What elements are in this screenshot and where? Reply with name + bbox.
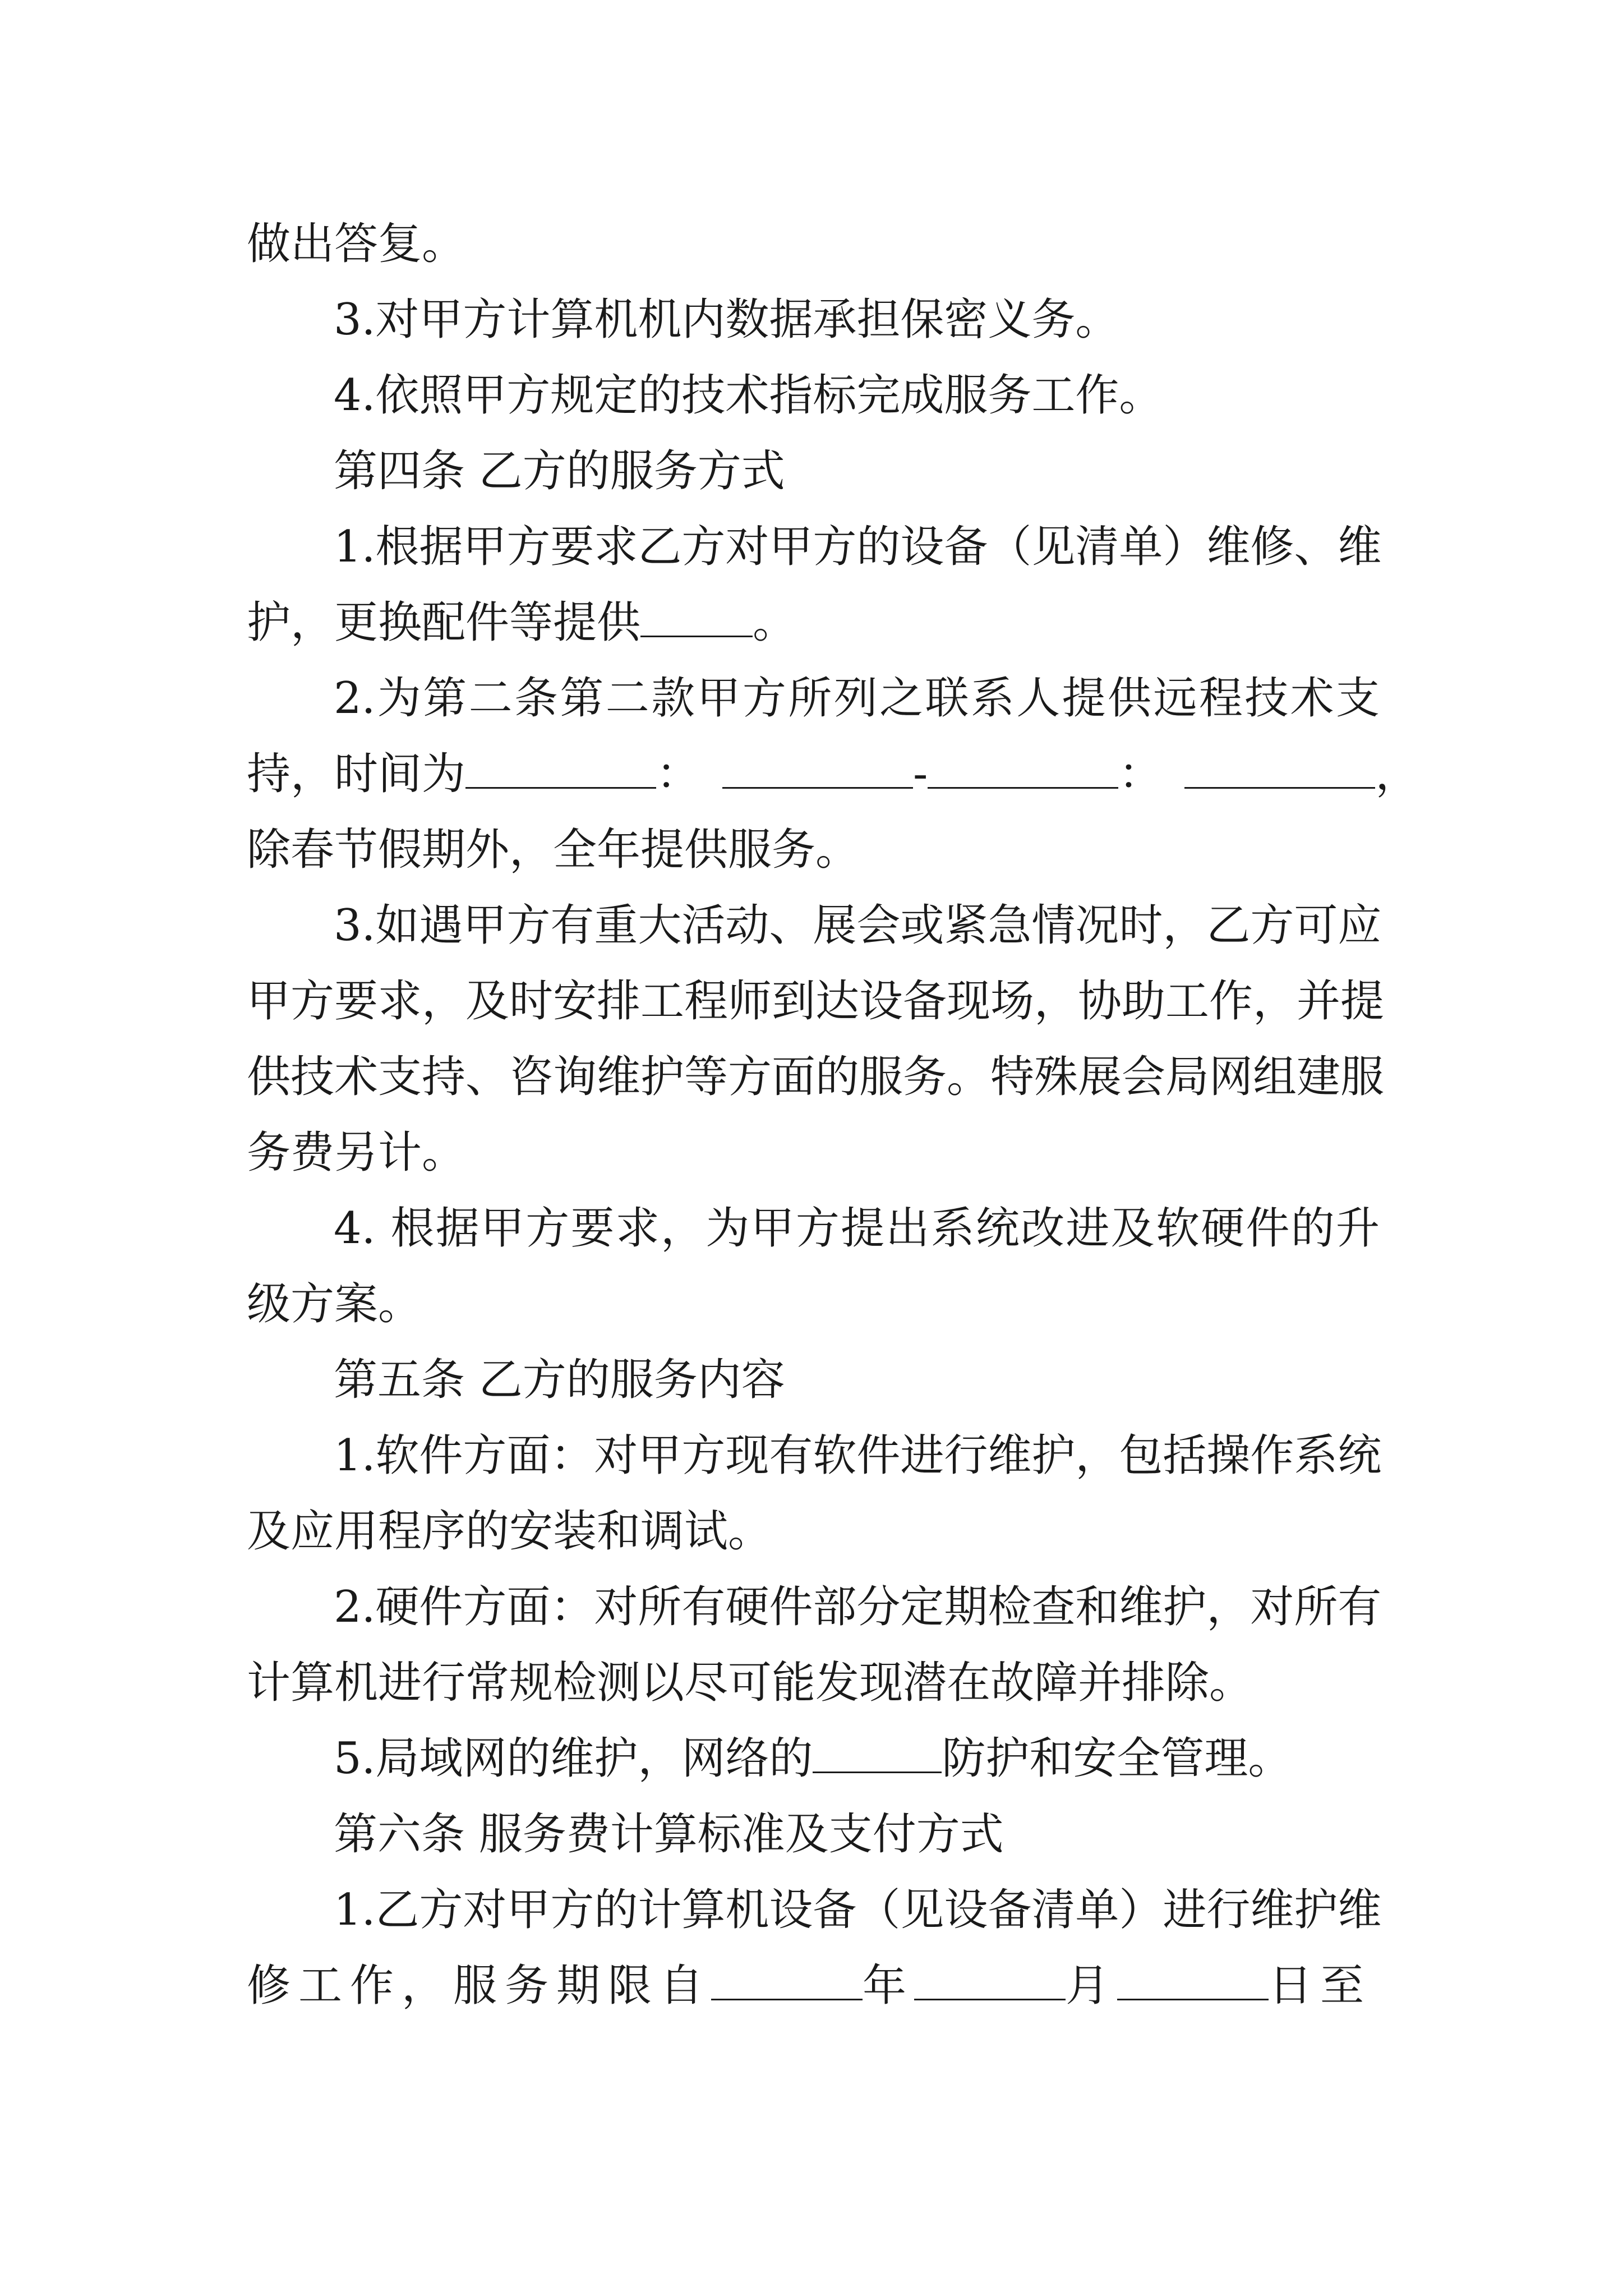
text-line — [334, 508, 1380, 586]
text-fragment: 1.乙方对甲方的计算机设备（见设备清单）进行维护维 — [334, 1885, 1382, 1935]
blank-field — [465, 786, 656, 789]
text-fragment: 4.依照甲方规定的技术指标完成服务工作。 — [334, 370, 1163, 421]
text-fragment: 护，更换配件等提供 — [247, 597, 641, 648]
text-fragment: 计算机进行常规检测以尽可能发现潜在故障并排除。 — [247, 1658, 1253, 1708]
text-fragment: 及应用程序的安装和调试。 — [247, 1506, 772, 1557]
text-fragment: 除春节假期外，全年提供服务。 — [247, 825, 860, 875]
text-fragment: 持，时间为 — [247, 749, 466, 799]
text-line — [247, 205, 1380, 283]
text-line — [334, 1871, 1380, 1949]
text-fragment: 5.局域网的维护，网络的 — [334, 1733, 813, 1784]
text-line — [334, 886, 1380, 965]
blank-field — [1184, 786, 1375, 789]
text-fragment: 日至 — [1269, 1961, 1372, 2011]
text-fragment: ， — [1375, 749, 1419, 799]
blank-field — [1117, 1998, 1269, 2000]
text-line — [334, 280, 1380, 359]
text-fragment: 3.如遇甲方有重大活动、展会或紧急情况时，乙方可应 — [334, 900, 1382, 951]
text-fragment: 修工作，服务期限自 — [247, 1961, 712, 2011]
text-fragment: 务费另计。 — [247, 1128, 466, 1178]
text-line — [247, 1114, 1380, 1192]
text-line — [334, 659, 1380, 738]
text-fragment: 级方案。 — [247, 1279, 422, 1329]
text-fragment: 。 — [753, 597, 797, 648]
blank-field — [711, 1998, 863, 2000]
text-line — [334, 1568, 1380, 1646]
text-fragment: 做出答复。 — [247, 219, 466, 269]
text-fragment: ： — [1118, 749, 1163, 799]
text-fragment: - — [913, 749, 928, 799]
text-fragment: 1.根据甲方要求乙方对甲方的设备（见清单）维修、维 — [334, 522, 1382, 572]
text-line — [247, 1038, 1385, 1116]
text-fragment: 2.为第二条第二款甲方所列之联系人提供远程技术支 — [334, 673, 1380, 724]
text-line — [334, 1189, 1380, 1268]
blank-field — [640, 635, 753, 637]
text-fragment: 3.对甲方计算机机内数据承担保密义务。 — [334, 295, 1119, 345]
text-fragment: 1.软件方面：对甲方现有软件进行维护，包括操作系统 — [334, 1430, 1382, 1481]
text-fragment: 甲方要求，及时安排工程师到达设备现场，协助工作，并提 — [247, 976, 1385, 1027]
blank-field — [928, 786, 1118, 789]
text-line — [247, 1947, 1380, 2025]
text-fragment: 第六条 服务费计算标准及支付方式 — [334, 1809, 1004, 1860]
text-line — [247, 735, 1419, 813]
text-line — [334, 1416, 1380, 1495]
text-fragment: 4. 根据甲方要求，为甲方提出系统改进及软硬件的升 — [334, 1203, 1380, 1254]
section-heading — [334, 1341, 1380, 1419]
text-fragment: 防护和安全管理。 — [942, 1733, 1292, 1784]
text-line — [247, 1265, 1380, 1343]
text-fragment: 供技术支持、咨询维护等方面的服务。特殊展会局网组建服 — [247, 1052, 1385, 1102]
text-fragment: 2.硬件方面：对所有硬件部分定期检查和维护，对所有 — [334, 1582, 1382, 1632]
text-line — [247, 583, 1380, 662]
text-fragment: 月 — [1066, 1961, 1118, 2011]
text-fragment: 年 — [863, 1961, 915, 2011]
blank-field — [722, 786, 913, 789]
text-line — [334, 1719, 1380, 1798]
text-line — [247, 962, 1385, 1041]
text-fragment: ： — [656, 749, 700, 799]
text-line — [334, 356, 1380, 435]
text-line — [247, 1644, 1380, 1722]
blank-field — [914, 1998, 1066, 2000]
section-heading — [334, 432, 1380, 510]
text-fragment: 第四条 乙方的服务方式 — [334, 446, 785, 496]
section-heading — [334, 1795, 1380, 1874]
text-line — [247, 811, 1380, 889]
blank-field — [813, 1771, 942, 1773]
text-fragment: 第五条 乙方的服务内容 — [334, 1355, 785, 1405]
text-line — [247, 1492, 1380, 1571]
